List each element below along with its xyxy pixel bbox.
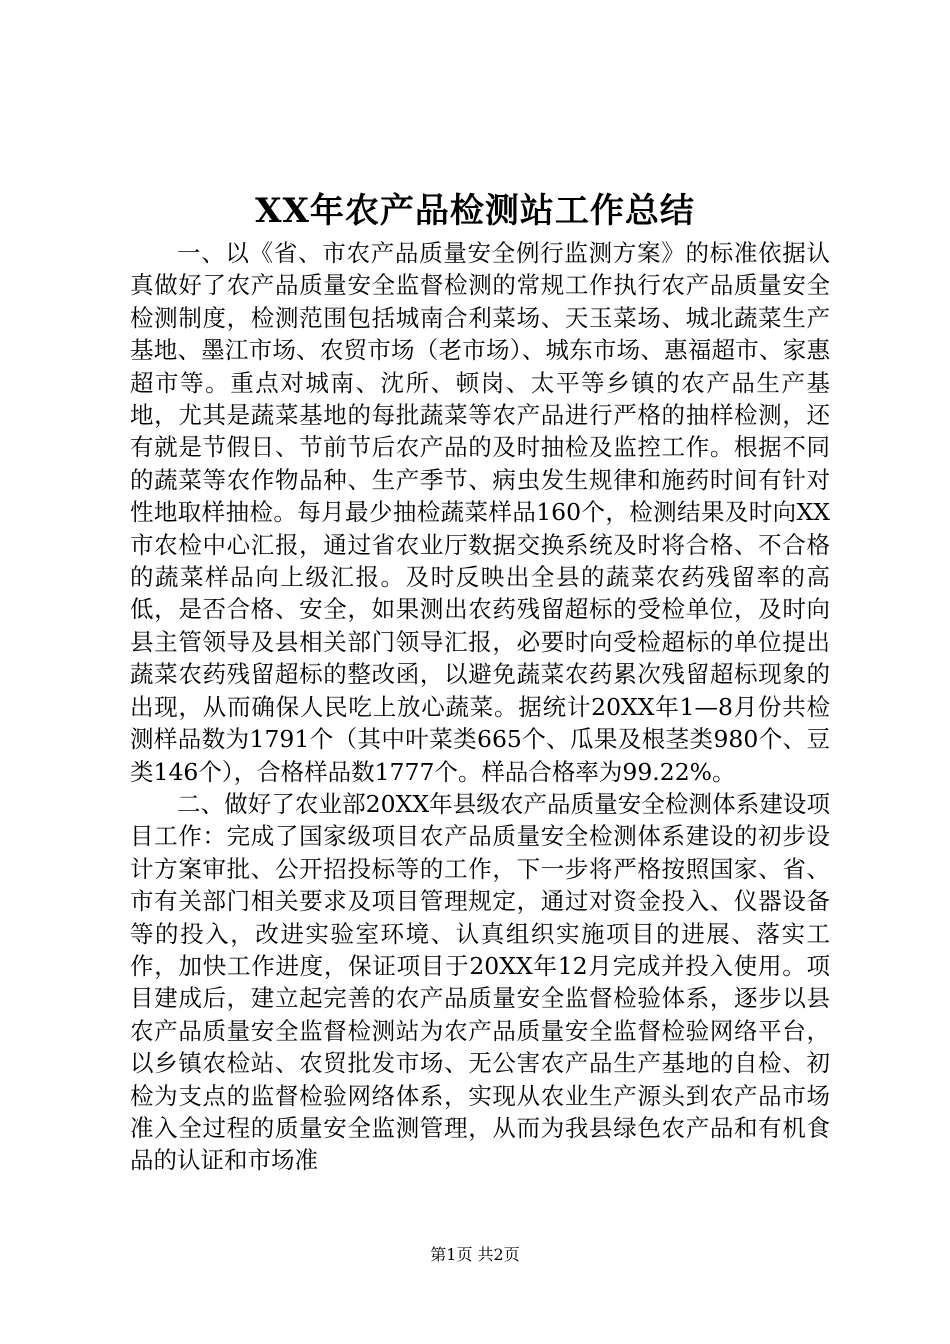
page-footer: 第1页 共2页 [430,1245,520,1264]
document-title: XX年农产品检测站工作总结 [255,191,695,231]
paragraph-1: 一、以《省、市农产品质量安全例行监测方案》的标准依据认真做好了农产品质量安全监督检测的常规工作执行农产品质量安全检测制度，检测范围包括城南合利菜场、天玉菜场、城北蔬菜生产基地、墨江市场、农贸市场（老市场）、城东市场、惠福超市、家惠超市等。重点对城南、沈所、顿岗、太平等乡镇的农产品生产基地，尤其是蔬菜基地的每批蔬菜等农产品进行严格的抽样检测，还有就是节假日、节前节后农产品的及时抽检及监控工作。根据不同的蔬菜等农作物品种、生产季节、病虫发生规律和施药时间有针对性地取样抽检。每月最少抽检蔬菜样品160个，检测结果及时向XX市农检中心汇报，通过省农业厅数据交换系统及时将合格、不合格的蔬菜样品向上级汇报。及时反映出全县的蔬菜农药残留率的高低，是否合格、安全，如果测出农药残留超标的受检单位，及时向县主管领导及县相关部门领导汇报，必要时向受检超标的单位提出蔬菜农药残留超标的整改函，以避免蔬菜农药累次残留超标现象的出现，从而确保人民吃上放心蔬菜。据统计20XX年1—8月份共检测样品数为1791个（其中叶菜类665个、瓜果及根茎类980个、豆类146个），合格样品数1777个。样品合格率为99.22%。 [130,239,830,786]
document-body [130,237,830,1177]
paragraph-2: 二、做好了农业部20XX年县级农产品质量安全检测体系建设项目工作：完成了国家级项目农产品质量安全检测体系建设的初步设计方案审批、公开招投标等的工作，下一步将严格按照国家、省、市有关部门相关要求及项目管理规定，通过对资金投入、仪器设备等的投入，改进实验室环境、认真组织实施项目的进展、落实工作，加快工作进度，保证项目于20XX年12月完成并投入使用。项目建成后，建立起完善的农产品质量安全监督检验体系，逐步以县农产品质量安全监督检测站为农产品质量安全监督检验网络平台，以乡镇农检站、农贸批发市场、无公害农产品生产基地的自检、初检为支点的监督检验网络体系，实现从农业生产源头到农产品市场准入全过程的质量安全监测管理，从而为我县绿色农产品和有机食品的认证和市场准 [130,789,830,1175]
